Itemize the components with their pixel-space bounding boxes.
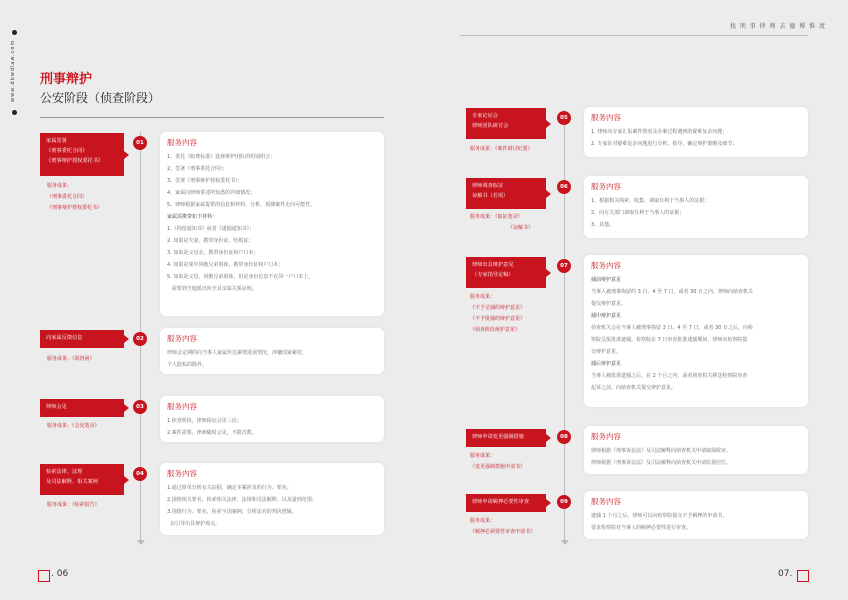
step-02-result: 服务成果：《联络函》 — [47, 356, 95, 362]
step-06-number: 06 — [557, 180, 571, 194]
step-06-result: 服务成果：《取证笔录》 《谅解书》 — [470, 214, 534, 231]
step-05-number: 05 — [557, 111, 571, 125]
step-01-tag: 家属签署 《刑事委托合同》 《刑事辩护授权委托书》 — [40, 133, 124, 176]
step-08-card: 服务内容 律师根据《刑事诉讼法》及司法解释向侦查机关申请取保候审。 律师根据《刑事诉讼法》及司法解释向侦查机关申请监视居住。 — [584, 426, 808, 474]
step-05-tag: 专家论证会 律师团队研讨会 — [466, 108, 546, 139]
step-07-number: 07 — [557, 259, 571, 273]
page-subtitle: 公安阶段（侦查阶段） — [40, 91, 161, 105]
step-04-tag: 检索法律、法规 及司法解释、相关案例 — [40, 464, 124, 495]
step-07-tag: 律师出具辩护意见 （专家指导定稿） — [466, 257, 546, 288]
page-number-right-box — [797, 570, 809, 582]
page-number-right: 07. — [778, 569, 793, 579]
step-01-result: 服务成果： 《刑事委托合同》 《刑事辩护授权委托书》 — [47, 183, 103, 211]
page-number-left: . 06 — [51, 569, 69, 579]
side-url: www.dbwdlaw.com — [10, 39, 16, 102]
step-08-result: 服务成果： 《变更强制措施申请书》 — [470, 453, 526, 470]
step-08-tag: 律师申请变更强制措施 — [466, 429, 546, 447]
top-tagline-line — [460, 35, 808, 36]
timeline-right-arrow — [561, 540, 569, 545]
step-04-card: 服务内容 1.通过简单分析有关证据，确定本案涉及的行为、罪名； 2.围绕相关罪名，检索相关法律、法规和司法解释，以及量刑范围； 3.围绕行为、罪名，检索全国案例，分析法官的判决逻辑， 以引导出具辩护观点。 — [160, 463, 384, 535]
top-tagline: 找 刑 事 律 师 去 德 博 惟 度 — [729, 23, 826, 30]
step-02-number: 02 — [133, 332, 147, 346]
decor-dot-top — [12, 30, 17, 35]
step-01-card: 服务内容 1、委托《收费标准》选择辩护团队的组别组合； 2、签署《刑事委托合同》； 3、签署《刑事辩护授权委托书》； 4、家属向律师讲述所知悉的详细情况； 5、律师根据家属提供的信息和材料，分析、预测案件走向可能性。 家属需携带如下材料： 1.《拘留通知书》或者《逮捕通知书》； 2. 如果是夫妻，携带身份证、结婚证； 3. 如果是父母亲，携带身份证和户口本； 4. 如果是成年同胞兄弟姐妹，携带身份证和户口本； 5. 如果是父母、同胞兄弟姐妹，但是身份信息不在同一户口本上， 需要到当地派出所开具亲属关系证明。 — [160, 132, 384, 316]
step-02-tag: 向家属反馈信息 — [40, 330, 124, 348]
step-09-tag: 律师申请羁押必要性审查 — [466, 494, 546, 512]
step-09-result: 服务成果： 《羁押必须要性审查申请书》 — [470, 518, 536, 535]
step-07-result: 服务成果： 《不予呈捕的辩护意见》 《不予批捕的辩护意见》 《侦查阶段辩护意见》 — [470, 294, 526, 333]
title-divider — [40, 117, 384, 118]
timeline-right — [564, 110, 565, 542]
step-06-tag: 律师调查取证 谅解书（若需） — [466, 178, 546, 209]
step-05-result: 服务成果：《案件研讨纪要》 — [470, 146, 533, 152]
timeline-left-arrow — [137, 540, 145, 545]
step-01-number: 01 — [133, 136, 147, 150]
step-03-card: 服务内容 1.侦查阶段，律师保证会见三次； 2.案件需要，律师随时会见，不限次数。 — [160, 396, 384, 442]
step-04-result: 服务成果：《检索报告》 — [47, 502, 100, 508]
page-number-left-box — [38, 570, 50, 582]
page-title: 刑事辩护 — [40, 72, 93, 87]
step-06-card: 服务内容 1、根据相关线索，收集、调取有利于当事人的证据； 2、向有关部门调取有利于当事人的证据； 3、其他。 — [584, 176, 808, 238]
step-08-number: 08 — [557, 430, 571, 444]
decor-dot-bottom — [12, 110, 17, 115]
step-09-card: 服务内容 逮捕 1 个月之后，律师可以向检察院提交不予羁押的申请书， 要求检察院对当事人的羁押必要性进行审查。 — [584, 491, 808, 539]
step-04-number: 04 — [133, 467, 147, 481]
step-09-number: 09 — [557, 495, 571, 509]
step-02-card: 服务内容 律师会定期的向当事人家属传达案情进展情况，涉嫌国家秘密， 个人隐私的除外。 — [160, 328, 384, 374]
step-07-card: 服务内容 捕前辩护意见 当事人被刑事拘留的 3 日、4 至 7 日，或者 30 日之内，律师向侦查机关 提交辩护意见。 捕中辩护意见 侦查机关会在当事人被刑事拘留 3 日、4 至 7 日，或者 30 日之后，向检 察院呈报批准逮捕。检察院在 7 日审查批准逮捕期间，律师向检察院提 交辩护意见。 捕后辩护意见 当事人被批准逮捕之后，在 2 个月之内，或者侦查机关移送检察院审查 起诉之前，向侦查机关提交辩护意见。 — [584, 255, 808, 407]
step-03-tag: 律师会见 — [40, 399, 124, 417]
step-05-card: 服务内容 1. 律师向专家汇报案件情况及办案过程遇到的疑难复杂问题； 2. 专家针对疑难复杂问题进行分析、指导，确定辩护策略及细节； — [584, 107, 808, 157]
step-03-number: 03 — [133, 400, 147, 414]
step-03-result: 服务成果：《会见笔录》 — [47, 423, 100, 429]
